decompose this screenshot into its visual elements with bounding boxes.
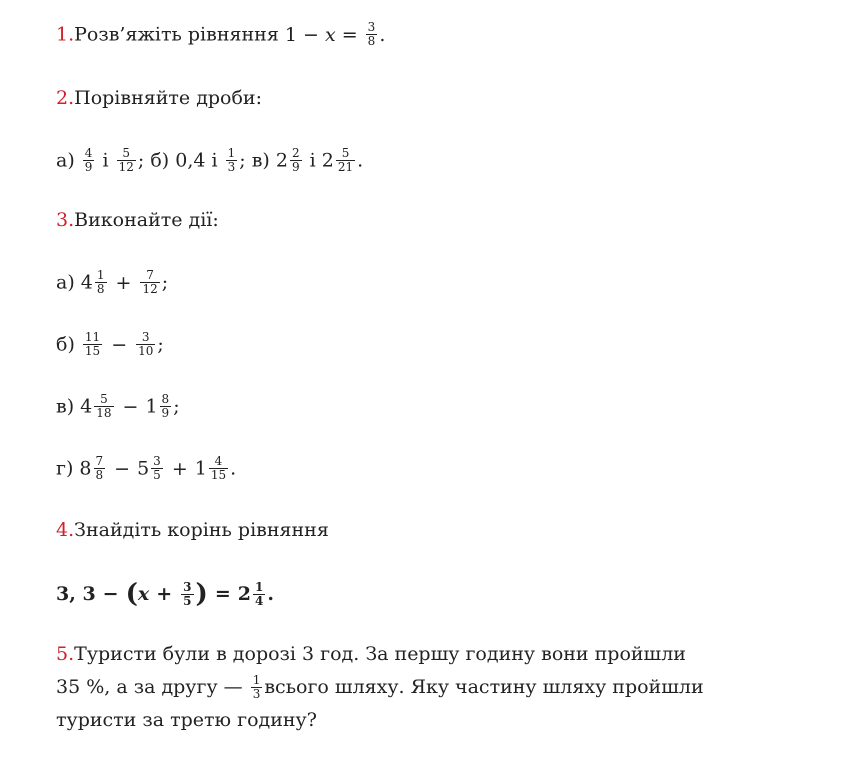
fraction: $\frac{1}{3}$ (227, 146, 236, 174)
task-2-items: а) $\frac{4}{9}$ і $\frac{5}{12}$ ; б) 0,4 і $\frac{1}{3}$ ; в) 2 $\frac{2}{9}$ і 2 $\frac{5}{21}$ . (56, 146, 364, 174)
task-3 (56, 208, 219, 232)
task-number: 4. (56, 519, 75, 541)
fraction: $\frac{3}{5}$ (183, 579, 192, 608)
task-number: 1. (56, 23, 75, 46)
task-number: 3. (56, 209, 75, 231)
fraction: $\frac{1}{8}$ (96, 268, 105, 296)
task-3g: г) 8 $\frac{7}{8}$ − 5 $\frac{3}{5}$ + 1 $\frac{4}{15}$ . (56, 454, 237, 482)
fraction: $\frac{5}{18}$ (96, 392, 112, 420)
fraction: $\frac{5}{12}$ (118, 146, 134, 174)
task-5-line-2: 35 %, а за другу — $\frac{1}{3}$ всього шляху. Яку частину шляху пройшли (56, 672, 704, 701)
task-3a: а) 4 $\frac{1}{8}$ + $\frac{7}{12}$ ; (56, 268, 169, 296)
task-2 (56, 86, 262, 110)
task-number: 5. (56, 643, 75, 665)
fraction: $\frac{7}{8}$ (95, 454, 104, 482)
fraction: $\frac{8}{9}$ (161, 392, 170, 420)
fraction: $\frac{4}{15}$ (210, 454, 227, 482)
fraction: $\frac{3}{8}$ (367, 20, 376, 48)
fraction: $\frac{4}{9}$ (84, 146, 93, 174)
task-text: Знайдіть корінь рівняння (74, 519, 329, 541)
task-3v: в) 4 $\frac{5}{18}$ − 1 $\frac{8}{9}$ ; (56, 392, 180, 420)
task-1 (56, 22, 385, 49)
fraction: $\frac{2}{9}$ (291, 146, 300, 174)
fraction: $\frac{11}{15}$ (84, 330, 101, 358)
fraction: $\frac{3}{5}$ (153, 454, 161, 482)
task-3b: б) $\frac{11}{15}$ − $\frac{3}{10}$ ; (56, 330, 164, 358)
fraction: $\frac{3}{10}$ (138, 330, 154, 358)
task-text: Розв’яжіть рівняння (74, 23, 279, 46)
task-4-equation: 3, 3 − (x + $\frac{3}{5}$ ) = 2 $\frac{1}{4}$ . (56, 579, 274, 609)
task-5-line-1: 5.Туристи були в дорозі 3 год. За першу годину вони пройшли (56, 643, 686, 665)
task-number: 2. (56, 87, 75, 109)
task-4 (56, 518, 329, 542)
fraction: $\frac{1}{4}$ (254, 579, 264, 608)
fraction: $\frac{1}{3}$ (252, 672, 261, 701)
fraction: $\frac{5}{21}$ (337, 146, 354, 174)
task-text: Порівняйте дроби: (74, 87, 262, 109)
task-text: Виконайте дії: (74, 209, 219, 231)
fraction: $\frac{7}{12}$ (142, 268, 158, 296)
task-5-line-3: туристи за третю годину? (56, 709, 317, 731)
equation: 1 − x = $\frac{3}{8}$ . (284, 20, 386, 48)
